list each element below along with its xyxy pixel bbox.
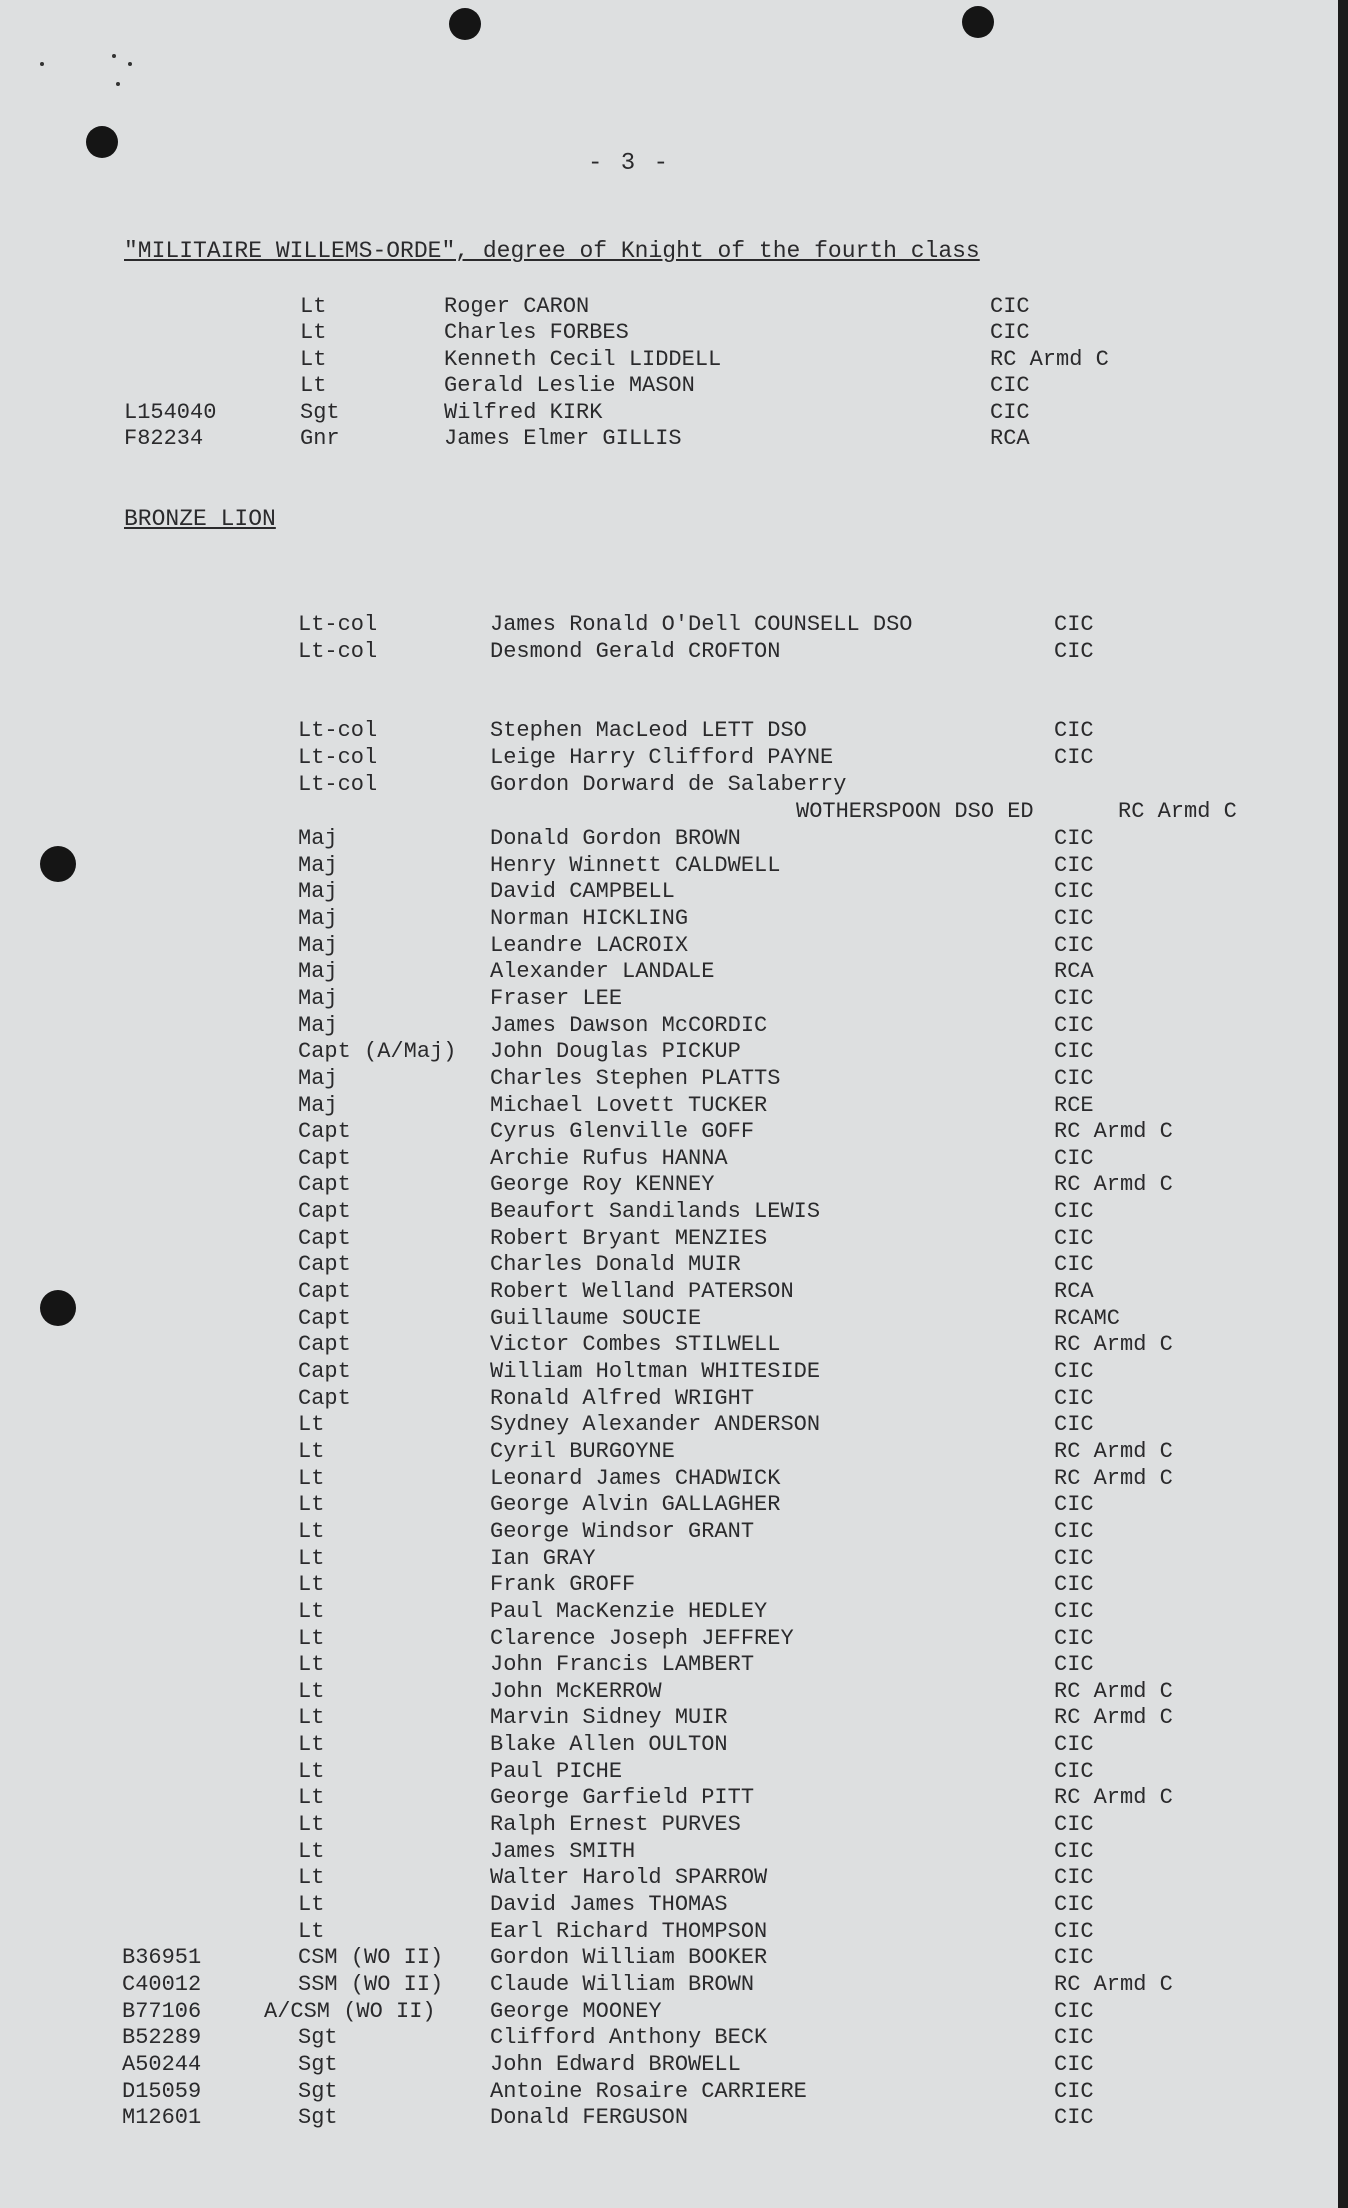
entry-rank: Lt-col (298, 612, 378, 637)
entry-unit: CIC (1054, 1546, 1094, 1571)
speck (116, 82, 120, 86)
list-item (0, 1519, 1330, 1546)
list-item (0, 373, 1330, 400)
entry-unit: RC Armd C (1054, 1466, 1173, 1491)
entry-name: Marvin Sidney MUIR (490, 1705, 728, 1730)
entry-name: Stephen MacLeod LETT DSO (490, 718, 807, 743)
list-item (0, 1252, 1330, 1279)
entry-name: Walter Harold SPARROW (490, 1865, 768, 1890)
speck (128, 62, 132, 66)
list-item (0, 1599, 1330, 1626)
list-item (0, 426, 1330, 453)
entry-unit: CIC (1054, 826, 1094, 851)
entry-rank: Maj (298, 1066, 338, 1091)
entry-unit: CIC (1054, 1519, 1094, 1544)
entry-name: George MOONEY (490, 1999, 662, 2024)
entry-rank: Sgt (298, 2052, 338, 2077)
page-number: - 3 - (588, 150, 671, 177)
entry-rank: Lt (298, 1599, 325, 1624)
entry-name: Charles Donald MUIR (490, 1252, 741, 1277)
entry-unit: RCA (1054, 959, 1094, 984)
list-item (0, 1865, 1330, 1892)
entry-rank: Lt (298, 1652, 325, 1677)
entry-name: Fraser LEE (490, 986, 623, 1011)
entry-unit: CIC (990, 320, 1030, 345)
entry-name: Blake Allen OULTON (490, 1732, 728, 1757)
entry-name: Claude William BROWN (490, 1972, 755, 1997)
list-item (0, 1759, 1330, 1786)
entry-rank: Lt (298, 1759, 325, 1784)
list-item (0, 347, 1330, 374)
entry-unit: RC Armd C (1054, 1119, 1173, 1144)
entry-unit: CIC (990, 400, 1030, 425)
list-item (0, 1785, 1330, 1812)
entry-name: Beaufort Sandilands LEWIS (490, 1199, 821, 1224)
entry-name: William Holtman WHITESIDE (490, 1359, 821, 1384)
entry-name: James Ronald O'Dell COUNSELL DSO (490, 612, 913, 637)
list-item (0, 1945, 1330, 1972)
entry-name: Paul PICHE (490, 1759, 623, 1784)
entry-unit: RCA (1054, 1279, 1094, 1304)
entry-name: Leonard James CHADWICK (490, 1466, 781, 1491)
entry-rank: Maj (298, 1013, 338, 1038)
list-item (0, 1705, 1330, 1732)
entry-unit: CIC (1054, 1572, 1094, 1597)
entry-rank: Lt (298, 1705, 325, 1730)
entry-rank: Lt (298, 1812, 325, 1837)
entry-unit: CIC (1054, 906, 1094, 931)
entry-unit: CIC (1054, 1812, 1094, 1837)
entry-rank: Lt (300, 320, 327, 345)
list-item (0, 853, 1330, 880)
entry-rank: Lt (300, 294, 327, 319)
entry-rank: Capt (298, 1172, 351, 1197)
entry-unit: CIC (1054, 1839, 1094, 1864)
entry-rank: Lt (298, 1546, 325, 1571)
entry-rank: Capt (298, 1279, 351, 1304)
entry-unit: CIC (1054, 2052, 1094, 2077)
section-heading-willems-orde: "MILITAIRE WILLEMS-ORDE", degree of Knight of the fourth class (124, 238, 980, 264)
list-item (0, 1199, 1330, 1226)
entry-unit: CIC (1054, 718, 1094, 743)
list-item (0, 1306, 1330, 1333)
list-item (0, 1039, 1330, 1066)
entry-rank: Maj (298, 959, 338, 984)
list-item (0, 1919, 1330, 1946)
entry-name: Cyril BURGOYNE (490, 1439, 675, 1464)
entry-name: George Alvin GALLAGHER (490, 1492, 781, 1517)
speck (40, 62, 44, 66)
list-item (0, 718, 1330, 745)
list-item (0, 1332, 1330, 1359)
entry-number: L154040 (124, 400, 217, 425)
entry-unit: CIC (1054, 1759, 1094, 1784)
entry-rank: Lt (298, 1439, 325, 1464)
list-item (0, 1572, 1330, 1599)
list-item (0, 1892, 1330, 1919)
entry-name: Henry Winnett CALDWELL (490, 853, 781, 878)
entry-unit: CIC (990, 373, 1030, 398)
list-item (0, 933, 1330, 960)
entry-name: Charles Stephen PLATTS (490, 1066, 781, 1091)
entry-rank: Lt (300, 373, 327, 398)
entry-unit: CIC (990, 294, 1030, 319)
list-item (0, 320, 1330, 347)
list-item (0, 1439, 1330, 1466)
entry-unit: CIC (1054, 1626, 1094, 1651)
entry-unit: RC Armd C (990, 347, 1109, 372)
entry-number: A50244 (122, 2052, 202, 2077)
entry-number: B52289 (122, 2025, 202, 2050)
entry-unit: CIC (1054, 1919, 1094, 1944)
entry-unit: CIC (1054, 2105, 1094, 2130)
entry-unit: CIC (1054, 639, 1094, 664)
entry-rank: Lt (298, 1626, 325, 1651)
entry-name: WOTHERSPOON DSO ED (796, 799, 1034, 824)
entry-name: Desmond Gerald CROFTON (490, 639, 781, 664)
entry-rank: Sgt (300, 400, 340, 425)
entry-unit: RC Armd C (1054, 1705, 1173, 1730)
entry-name: Leige Harry Clifford PAYNE (490, 745, 834, 770)
list-item (0, 772, 1330, 799)
entry-rank: Capt (298, 1199, 351, 1224)
entry-name: James Dawson McCORDIC (490, 1013, 768, 1038)
list-item (0, 1066, 1330, 1093)
entry-rank: Lt (298, 1412, 325, 1437)
entry-rank: Maj (298, 853, 338, 878)
entry-rank: Maj (298, 933, 338, 958)
entry-rank: Lt (298, 1919, 325, 1944)
entry-rank: Sgt (298, 2105, 338, 2130)
entry-unit: CIC (1054, 1066, 1094, 1091)
list-item (0, 1093, 1330, 1120)
entry-unit: CIC (1054, 1199, 1094, 1224)
entry-rank: Capt (298, 1119, 351, 1144)
list-item (0, 1839, 1330, 1866)
list-item (0, 1679, 1330, 1706)
entry-name: David James THOMAS (490, 1892, 728, 1917)
list-item (0, 1652, 1330, 1679)
list-item (0, 1492, 1330, 1519)
entry-rank: Lt (298, 1572, 325, 1597)
list-item (0, 2025, 1330, 2052)
entry-rank: Capt (298, 1252, 351, 1277)
entry-name: John Edward BROWELL (490, 2052, 741, 2077)
list-item (0, 2105, 1330, 2132)
entry-unit: CIC (1054, 1999, 1094, 2024)
list-item (0, 1386, 1330, 1413)
entry-name: Michael Lovett TUCKER (490, 1093, 768, 1118)
entry-unit: CIC (1054, 986, 1094, 1011)
list-item (0, 1172, 1330, 1199)
entry-rank: Lt (298, 1785, 325, 1810)
entry-name: Robert Welland PATERSON (490, 1279, 794, 1304)
entry-name: Paul MacKenzie HEDLEY (490, 1599, 768, 1624)
list-item (0, 1359, 1330, 1386)
entry-name: Gordon William BOOKER (490, 1945, 768, 1970)
list-item (0, 1013, 1330, 1040)
entry-name: Guillaume SOUCIE (490, 1306, 702, 1331)
entry-rank: CSM (WO II) (298, 1945, 444, 1970)
entry-rank: Lt (300, 347, 327, 372)
entry-name: Sydney Alexander ANDERSON (490, 1412, 821, 1437)
list-item (0, 294, 1330, 321)
list-item (0, 612, 1330, 639)
list-item (0, 400, 1330, 427)
entry-rank: Capt (A/Maj) (298, 1039, 457, 1064)
scan-edge (1338, 0, 1348, 2208)
speck (112, 54, 116, 58)
entry-unit: CIC (1054, 853, 1094, 878)
entry-name: Antoine Rosaire CARRIERE (490, 2079, 807, 2104)
entry-unit: CIC (1054, 1146, 1094, 1171)
list-item (0, 2052, 1330, 2079)
entry-name: Charles FORBES (444, 320, 629, 345)
list-item (0, 1119, 1330, 1146)
entry-rank: Capt (298, 1359, 351, 1384)
entry-unit: RCE (1054, 1093, 1094, 1118)
entry-rank: Lt (298, 1679, 325, 1704)
entry-rank: Lt-col (298, 745, 378, 770)
entry-name: Frank GROFF (490, 1572, 636, 1597)
entry-name: Kenneth Cecil LIDDELL (444, 347, 722, 372)
entry-unit: CIC (1054, 1359, 1094, 1384)
entry-rank: Capt (298, 1306, 351, 1331)
entry-name: Roger CARON (444, 294, 590, 319)
entry-unit: RCA (990, 426, 1030, 451)
entry-name: Earl Richard THOMPSON (490, 1919, 768, 1944)
entry-rank: Maj (298, 879, 338, 904)
entry-unit: RC Armd C (1054, 1972, 1173, 1997)
entry-unit: RC Armd C (1054, 1785, 1173, 1810)
list-item (0, 639, 1330, 666)
entry-rank: Lt (298, 1892, 325, 1917)
entry-name: Ronald Alfred WRIGHT (490, 1386, 755, 1411)
list-item (0, 1812, 1330, 1839)
entry-unit: CIC (1054, 2025, 1094, 2050)
entry-unit: CIC (1054, 2079, 1094, 2104)
list-item (0, 959, 1330, 986)
entry-name: Norman HICKLING (490, 906, 689, 931)
entry-number: F82234 (124, 426, 204, 451)
list-item (0, 1626, 1330, 1653)
list-item (0, 1732, 1330, 1759)
entry-name: James Elmer GILLIS (444, 426, 682, 451)
entry-name: Donald Gordon BROWN (490, 826, 741, 851)
entry-rank: Maj (298, 986, 338, 1011)
entry-name: Leandre LACROIX (490, 933, 689, 958)
entry-name: Wilfred KIRK (444, 400, 603, 425)
entry-name: Gordon Dorward de Salaberry (490, 772, 847, 797)
list-item (0, 1999, 1330, 2026)
entry-rank: Lt (298, 1519, 325, 1544)
entry-rank: SSM (WO II) (298, 1972, 444, 1997)
list-item (0, 986, 1330, 1013)
entry-name: Ralph Ernest PURVES (490, 1812, 741, 1837)
entry-unit: CIC (1054, 1865, 1094, 1890)
entry-unit: CIC (1054, 1652, 1094, 1677)
entry-rank: Sgt (298, 2025, 338, 2050)
entry-number: D15059 (122, 2079, 202, 2104)
entry-name: Victor Combes STILWELL (490, 1332, 781, 1357)
entry-rank: Maj (298, 1093, 338, 1118)
list-item (0, 1412, 1330, 1439)
punch-hole (962, 6, 994, 38)
entry-name: George Windsor GRANT (490, 1519, 755, 1544)
entry-rank: Maj (298, 906, 338, 931)
punch-hole (449, 8, 481, 40)
entry-rank: Capt (298, 1146, 351, 1171)
entry-unit: CIC (1054, 1252, 1094, 1277)
entry-name: John Francis LAMBERT (490, 1652, 755, 1677)
list-item (0, 1972, 1330, 1999)
entry-name: John Douglas PICKUP (490, 1039, 741, 1064)
entry-name: Archie Rufus HANNA (490, 1146, 728, 1171)
entry-number: B77106 (122, 1999, 202, 2024)
entry-rank: Lt (298, 1839, 325, 1864)
entry-name: Clarence Joseph JEFFREY (490, 1626, 794, 1651)
entry-unit: RC Armd C (1054, 1332, 1173, 1357)
entry-name: George Roy KENNEY (490, 1172, 715, 1197)
entry-unit: CIC (1054, 1013, 1094, 1038)
entry-unit: RC Armd C (1054, 1679, 1173, 1704)
entry-rank: A/CSM (WO II) (264, 1999, 436, 2024)
entry-unit: RC Armd C (1054, 1172, 1173, 1197)
entry-unit: CIC (1054, 1945, 1094, 1970)
entry-rank: Lt-col (298, 772, 378, 797)
list-item (0, 906, 1330, 933)
entry-rank: Lt (298, 1492, 325, 1517)
entry-rank: Lt-col (298, 718, 378, 743)
list-item (0, 2079, 1330, 2106)
entry-unit: CIC (1054, 1412, 1094, 1437)
entry-number: C40012 (122, 1972, 202, 1997)
entry-rank: Capt (298, 1332, 351, 1357)
entry-rank: Lt-col (298, 639, 378, 664)
entry-name: Gerald Leslie MASON (444, 373, 695, 398)
entry-name: Donald FERGUSON (490, 2105, 689, 2130)
entry-unit: CIC (1054, 1492, 1094, 1517)
punch-hole (86, 126, 118, 158)
list-item (0, 879, 1330, 906)
entry-name: Robert Bryant MENZIES (490, 1226, 768, 1251)
entry-name: Clifford Anthony BECK (490, 2025, 768, 2050)
entry-rank: Lt (298, 1732, 325, 1757)
entry-rank: Sgt (298, 2079, 338, 2104)
entry-rank: Lt (298, 1466, 325, 1491)
entry-name: James SMITH (490, 1839, 636, 1864)
entry-name: David CAMPBELL (490, 879, 675, 904)
entry-name: Alexander LANDALE (490, 959, 715, 984)
entry-unit: CIC (1054, 1732, 1094, 1757)
list-item (0, 1546, 1330, 1573)
entry-name: Cyrus Glenville GOFF (490, 1119, 755, 1144)
entry-unit: CIC (1054, 745, 1094, 770)
entry-name: John McKERROW (490, 1679, 662, 1704)
list-item (0, 1226, 1330, 1253)
entry-rank: Capt (298, 1386, 351, 1411)
entry-unit: CIC (1054, 1226, 1094, 1251)
entry-unit: CIC (1054, 1892, 1094, 1917)
entry-unit: RCAMC (1054, 1306, 1121, 1331)
entry-unit: CIC (1054, 1599, 1094, 1624)
entry-unit: RC Armd C (1118, 799, 1237, 824)
entry-rank: Maj (298, 826, 338, 851)
entry-number: M12601 (122, 2105, 202, 2130)
entry-unit: CIC (1054, 1386, 1094, 1411)
entry-unit: RC Armd C (1054, 1439, 1173, 1464)
section-heading-bronze-lion: BRONZE LION (124, 506, 276, 532)
entry-rank: Gnr (300, 426, 340, 451)
entry-rank: Capt (298, 1226, 351, 1251)
entry-name: Ian GRAY (490, 1546, 596, 1571)
entry-name: George Garfield PITT (490, 1785, 755, 1810)
list-item (0, 745, 1330, 772)
entry-unit: CIC (1054, 879, 1094, 904)
entry-rank: Lt (298, 1865, 325, 1890)
entry-unit: CIC (1054, 612, 1094, 637)
entry-unit: CIC (1054, 933, 1094, 958)
list-item (0, 799, 1330, 826)
list-item (0, 826, 1330, 853)
entry-number: B36951 (122, 1945, 202, 1970)
entry-unit: CIC (1054, 1039, 1094, 1064)
list-item (0, 1466, 1330, 1493)
list-item (0, 1146, 1330, 1173)
list-item (0, 1279, 1330, 1306)
